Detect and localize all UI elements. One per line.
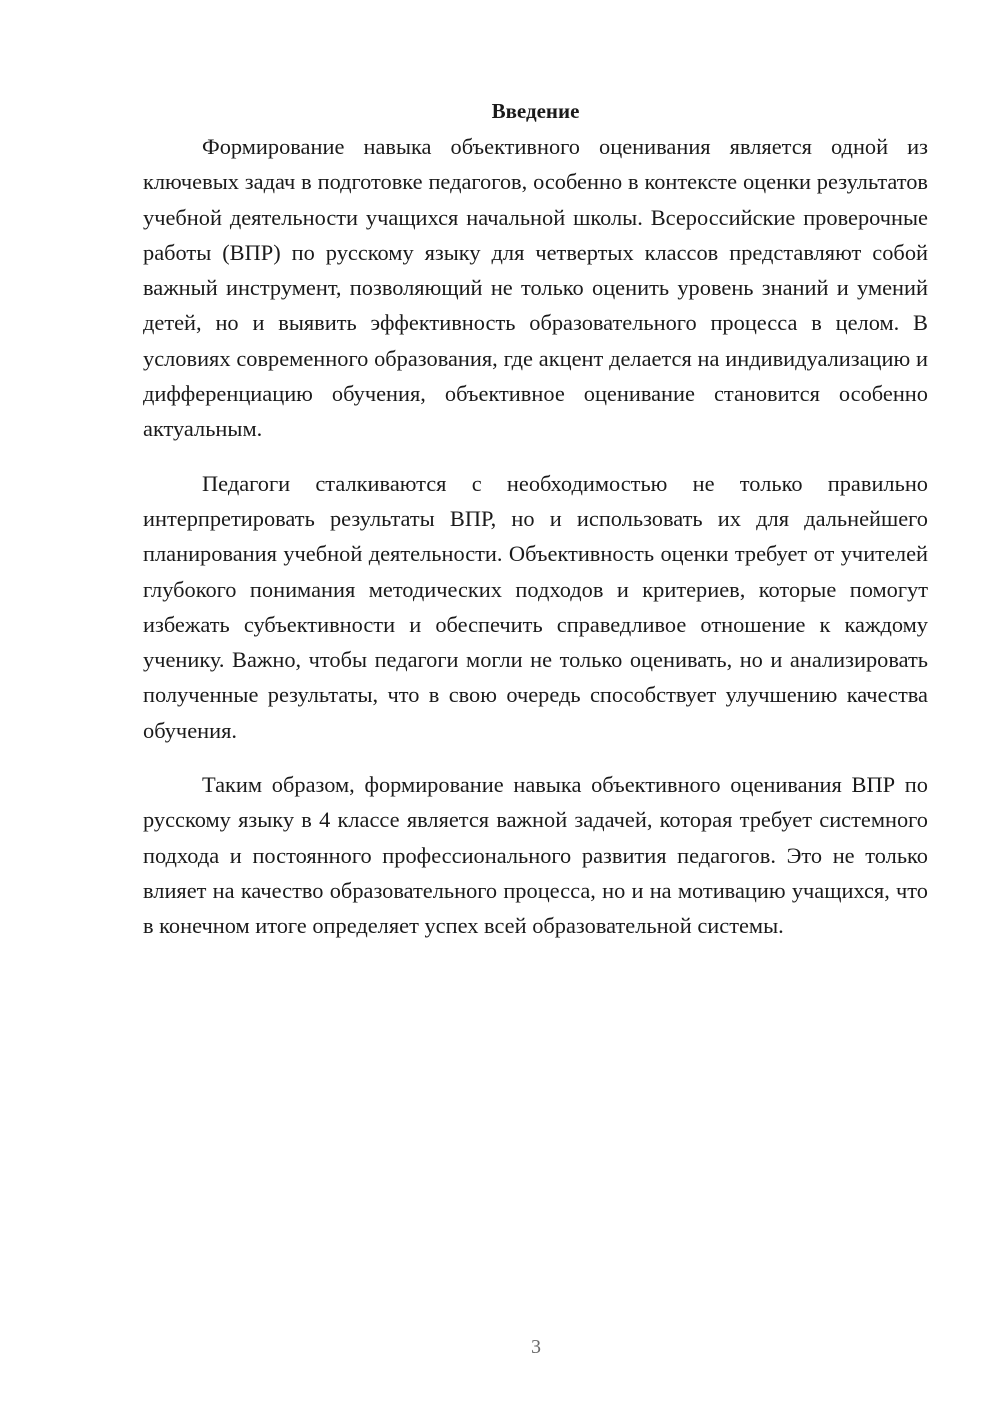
page-number: 3 <box>531 1336 541 1358</box>
paragraph-1: Формирование навыка объективного оценивания является одной из ключевых задач в подготовке педагогов, особенно в контексте оценки результатов учебной деятельности учащихся начальной школы. Всероссийские проверочные работы (ВПР) по русскому языку для четвертых классов представляют собой важный инструмент, позволяющий не только оценить уровень знаний и умений детей, но и выявить эффективность образовательного процесса в целом. В условиях современного образования, где акцент делается на индивидуализацию и дифференциацию обучения, объективное оценивание становится особенно актуальным. <box>143 134 928 442</box>
paragraph-2: Педагоги сталкиваются с необходимостью не только правильно интерпретировать результаты ВПР, но и использовать их для дальнейшего планирования учебной деятельности. Объективность оценки требует от учителей глубокого понимания методических подходов и критериев, которые помогут избежать субъективности и обеспечить справедливое отношение к каждому ученику. Важно, чтобы педагоги могли не только оценивать, но и анализировать полученные результаты, что в свою очередь способствует улучшению качества обучения. <box>143 470 928 743</box>
page-content <box>143 93 928 944</box>
section-heading: Введение <box>491 99 580 123</box>
paragraph-3: Таким образом, формирование навыка объективного оценивания ВПР по русскому языку в 4 классе является важной задачей, которая требует системного подхода и постоянного профессионального развития педагогов. Это не только влияет на качество образовательного процесса, но и на мотивацию учащихся, что в конечном итоге определяет успех всей образовательной системы. <box>143 772 928 939</box>
